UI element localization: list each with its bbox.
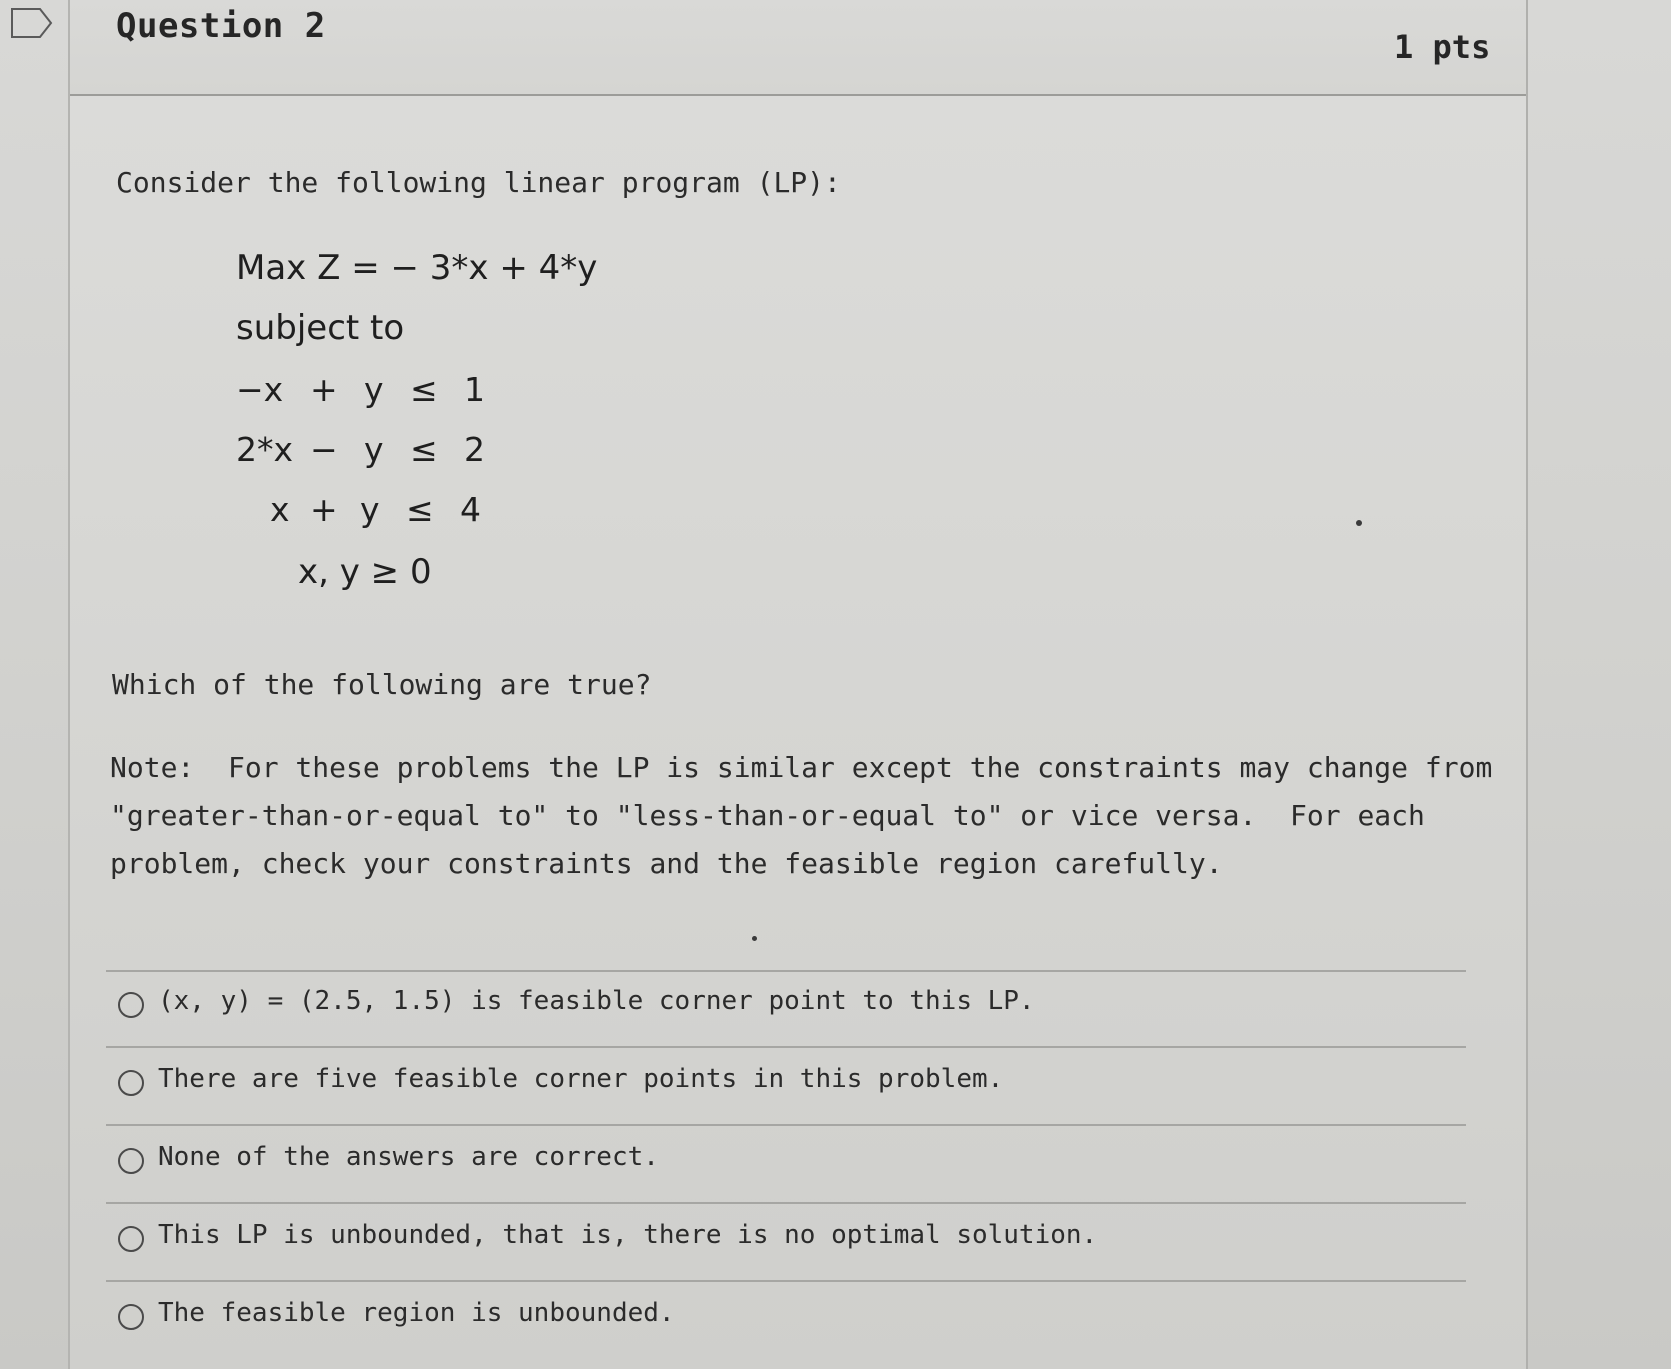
note-line: Note: For these problems the LP is similar except the constraints may change from xyxy=(110,751,1493,784)
lp-nonnegativity: x, y ≥ 0 xyxy=(298,552,432,592)
note-line: problem, check your constraints and the feasible region carefully. xyxy=(110,847,1223,880)
answer-option[interactable] xyxy=(114,1218,1454,1262)
answer-option[interactable] xyxy=(114,1062,1454,1106)
answer-option[interactable] xyxy=(114,1296,1454,1340)
constraint-operator: − xyxy=(310,430,338,469)
constraint-left-term: x xyxy=(270,490,290,529)
question-points: 1 pts xyxy=(1394,28,1491,66)
answer-option[interactable] xyxy=(114,984,1454,1028)
constraint-right-term: y xyxy=(364,370,384,409)
radio-button[interactable] xyxy=(118,1148,144,1174)
bookmark-flag-icon[interactable] xyxy=(10,6,54,42)
radio-button[interactable] xyxy=(118,1226,144,1252)
answer-label: This LP is unbounded, that is, there is no optimal solution. xyxy=(158,1220,1098,1250)
constraint-relation: ≤ xyxy=(406,490,434,529)
constraint-rhs: 2 xyxy=(464,430,485,469)
constraint-right-term: y xyxy=(364,430,384,469)
answer-divider xyxy=(106,1280,1466,1282)
answer-label: None of the answers are correct. xyxy=(158,1142,659,1172)
answer-option[interactable] xyxy=(114,1140,1454,1184)
constraint-left-term: −x xyxy=(236,370,284,409)
stray-dot xyxy=(1356,520,1362,526)
lp-constraint-row xyxy=(236,370,536,414)
radio-button[interactable] xyxy=(118,1070,144,1096)
constraint-right-term: y xyxy=(360,490,380,529)
which-question: Which of the following are true? xyxy=(112,668,652,701)
lp-objective: Max Z = − 3*x + 4*y xyxy=(236,248,598,288)
answer-divider xyxy=(106,1202,1466,1204)
constraint-relation: ≤ xyxy=(410,370,438,409)
answer-label: (x, y) = (2.5, 1.5) is feasible corner point to this LP. xyxy=(158,986,1035,1016)
radio-button[interactable] xyxy=(118,1304,144,1330)
lp-constraint-row xyxy=(236,490,536,534)
constraint-operator: + xyxy=(310,370,338,409)
note-line: "greater-than-or-equal to" to "less-than-or-equal to" or vice versa. For each xyxy=(110,799,1425,832)
constraint-rhs: 4 xyxy=(460,490,481,529)
lp-subject-to: subject to xyxy=(236,308,405,348)
constraint-left-term: 2*x xyxy=(236,430,294,469)
note-block xyxy=(110,744,1493,888)
radio-button[interactable] xyxy=(118,992,144,1018)
answer-divider xyxy=(106,1046,1466,1048)
constraint-operator: + xyxy=(310,490,338,529)
constraint-relation: ≤ xyxy=(410,430,438,469)
constraint-rhs: 1 xyxy=(464,370,485,409)
answer-divider xyxy=(106,1124,1466,1126)
question-title: Question 2 xyxy=(116,6,326,46)
stray-dot xyxy=(752,936,757,941)
answer-divider xyxy=(106,970,1466,972)
question-prompt: Consider the following linear program (LP): xyxy=(116,166,841,199)
lp-constraint-row xyxy=(236,430,536,474)
answer-label: There are five feasible corner points in this problem. xyxy=(158,1064,1004,1094)
answer-label: The feasible region is unbounded. xyxy=(158,1298,675,1328)
